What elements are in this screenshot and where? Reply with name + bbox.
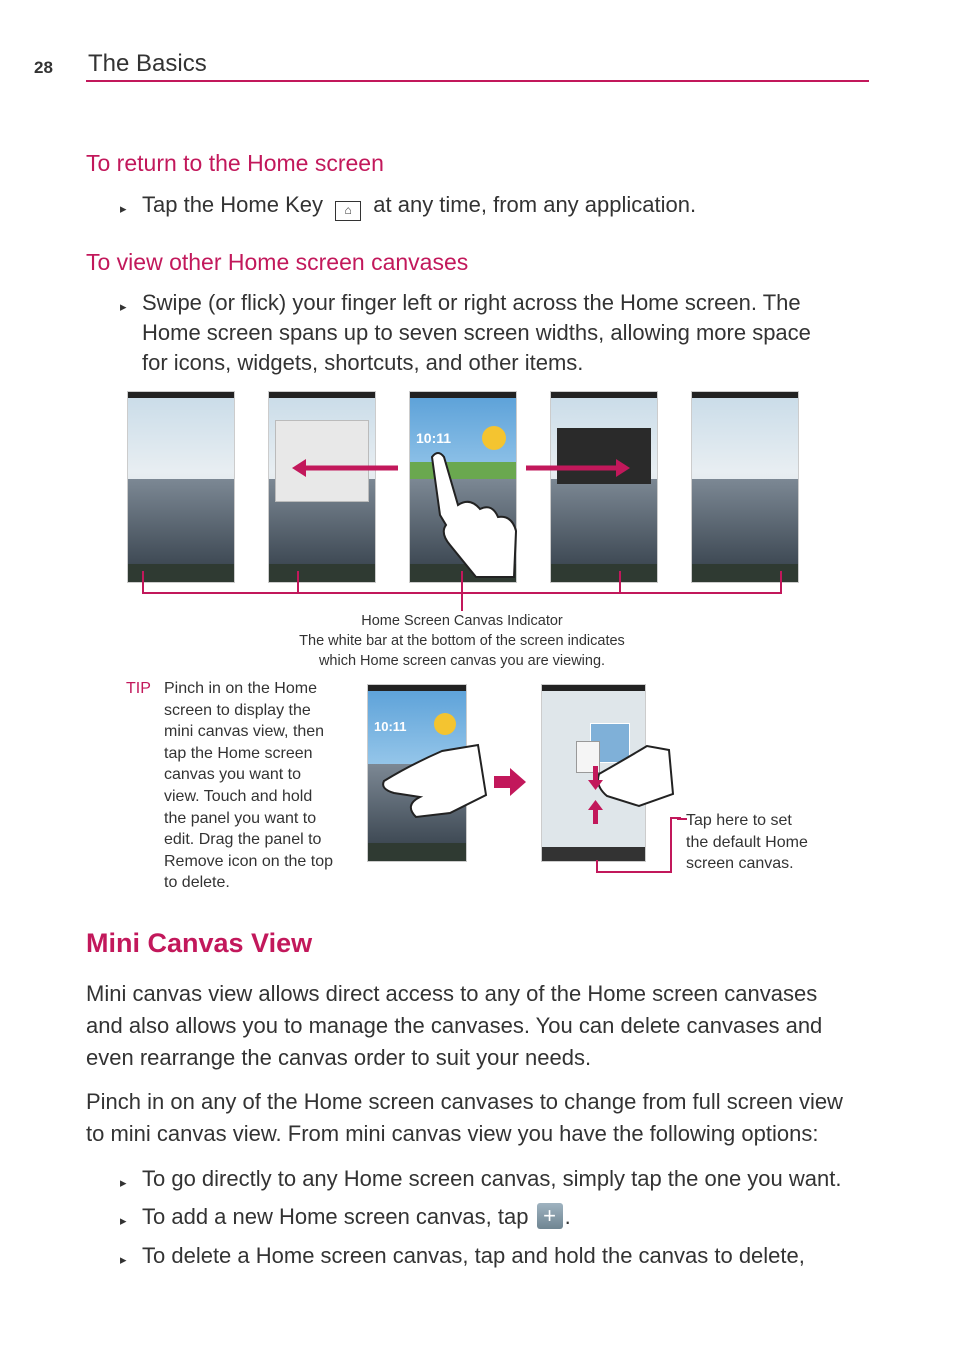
swipe-right-arrow-icon	[526, 459, 630, 477]
pinch-hand-icon	[598, 746, 673, 806]
bullet-arrow-icon: ▸	[120, 1175, 127, 1190]
heading-return-home: To return to the Home screen	[86, 150, 384, 176]
option-text: To delete a Home screen canvas, tap and hold the canvas to delete,	[142, 1243, 805, 1268]
indicator-caption-line: which Home screen canvas you are viewing.	[318, 653, 606, 669]
tip-line: Remove icon on the top	[164, 852, 333, 870]
clock-widget: 10:11	[374, 719, 407, 734]
bullet-arrow-icon: ▸	[120, 299, 127, 314]
tip-line: view. Touch and hold	[164, 787, 313, 805]
paragraph-line: and also allows you to manage the canvases. You can delete canvases and	[86, 1013, 823, 1038]
indicator-caption-title: Home Screen Canvas Indicator	[361, 613, 563, 629]
option-bullet-1	[120, 1164, 880, 1196]
mini-canvas-overlay	[541, 684, 681, 884]
tip-text	[164, 678, 354, 894]
home-key-label: Home Key	[220, 192, 324, 217]
tip-line: edit. Drag the panel to	[164, 831, 322, 849]
paragraph-line: Pinch in on any of the Home screen canvases to change from full screen view	[86, 1089, 843, 1114]
bullet-post-text: at any time, from any application.	[373, 192, 697, 217]
option-text: To add a new Home screen canvas, tap	[142, 1204, 529, 1229]
bullet-line: Swipe (or flick) your finger left or right across the Home screen. The	[142, 290, 801, 315]
indicator-caption-line: The white bar at the bottom of the screen indicates	[299, 633, 625, 649]
option-text: To go directly to any Home screen canvas, simply tap the one you want.	[142, 1166, 842, 1191]
heading-view-canvases: To view other Home screen canvases	[86, 249, 469, 275]
mini-canvas-paragraph-2	[86, 1086, 876, 1150]
heading-mini-canvas-view: Mini Canvas View	[86, 928, 313, 958]
callout-line: the default Home	[686, 833, 808, 851]
paragraph-line: to mini canvas view. From mini canvas view you have the following options:	[86, 1121, 819, 1146]
bullet-line: Home screen spans up to seven screen widths, allowing more space	[142, 320, 811, 345]
paragraph-line: Mini canvas view allows direct access to any of the Home screen canvases	[86, 981, 818, 1006]
indicator-caption	[262, 611, 662, 671]
bullet-return-home	[120, 190, 880, 222]
swipe-left-arrow-icon	[292, 459, 398, 477]
bullet-pre-text: Tap the	[142, 192, 215, 217]
tip-line: Pinch in on the Home	[164, 680, 317, 697]
clock-widget: 10:11	[416, 430, 452, 446]
tip-line: the panel you want to	[164, 809, 317, 827]
transition-arrow-icon	[494, 768, 526, 796]
bullet-arrow-icon: ▸	[120, 1252, 127, 1267]
page-number: 28	[34, 58, 53, 77]
hand-gesture-icon	[432, 453, 516, 577]
canvas-indicator-bracket	[143, 571, 781, 611]
swipe-diagram	[120, 385, 820, 615]
tip-line: canvas you want to	[164, 766, 301, 784]
section-title: The Basics	[88, 50, 207, 77]
add-canvas-icon	[537, 1203, 563, 1229]
mini-canvas-paragraph-1	[86, 978, 876, 1074]
bullet-view-canvases	[120, 288, 880, 380]
option-bullet-3	[120, 1241, 880, 1273]
option-bullet-2	[120, 1202, 880, 1234]
tip-line: mini canvas view, then	[164, 723, 325, 741]
callout-line	[597, 818, 681, 872]
header-divider	[86, 80, 869, 82]
callout-text	[686, 810, 836, 875]
bullet-arrow-icon: ▸	[120, 1213, 127, 1228]
bullet-line: for icons, widgets, shortcuts, and other items.	[142, 350, 584, 375]
bullet-arrow-icon: ▸	[120, 201, 127, 216]
tip-line: to delete.	[164, 874, 230, 892]
callout-line: Tap here to set	[686, 812, 792, 829]
pinch-hand-icon	[380, 735, 490, 825]
tip-label: TIP	[126, 680, 151, 697]
home-key-icon: ⌂	[335, 201, 361, 221]
callout-line: screen canvas.	[686, 855, 794, 873]
option-suffix: .	[564, 1204, 571, 1229]
tip-line: screen to display the	[164, 701, 311, 719]
paragraph-line: even rearrange the canvas order to suit your needs.	[86, 1045, 592, 1070]
tip-line: tap the Home screen	[164, 744, 313, 762]
